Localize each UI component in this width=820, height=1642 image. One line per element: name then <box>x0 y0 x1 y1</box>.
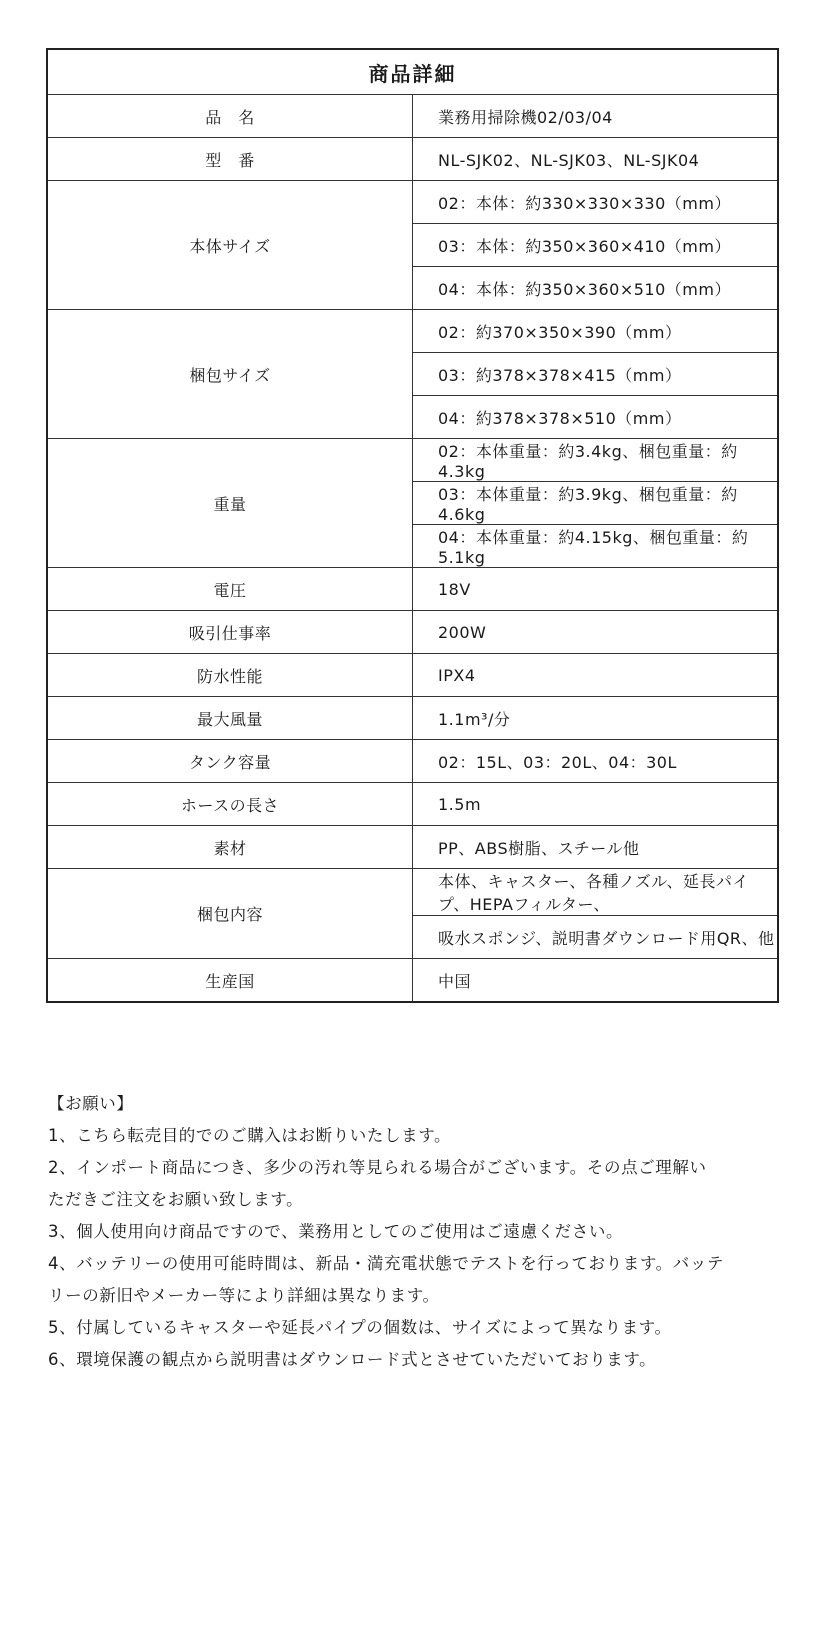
note-line: リーの新旧やメーカー等により詳細は異なります。 <box>48 1286 440 1305</box>
spec-value: 本体、キャスター、各種ノズル、延長パイプ、HEPAフィルター、 <box>413 869 779 916</box>
spec-value: PP、ABS樹脂、スチール他 <box>413 826 779 869</box>
notes-heading: 【お願い】 <box>48 1094 134 1113</box>
table-row <box>47 611 778 654</box>
spec-label: 素材 <box>47 826 413 869</box>
note-line: 3、個人使用向け商品ですので、業務用としてのご使用はご遠慮ください。 <box>48 1222 624 1241</box>
spec-value: 04：本体重量：約4.15kg、梱包重量：約5.1kg <box>413 525 779 568</box>
spec-value: 02：本体重量：約3.4kg、梱包重量：約4.3kg <box>413 439 779 482</box>
spec-value: 02：約370×350×390（mm） <box>413 310 779 353</box>
spec-label: 防水性能 <box>47 654 413 697</box>
note-line: 1、こちら転売目的でのご購入はお断りいたします。 <box>48 1126 452 1145</box>
spec-value: 業務用掃除機02/03/04 <box>413 95 779 138</box>
note-line: 5、付属しているキャスターや延長パイプの個数は、サイズによって異なります。 <box>48 1318 672 1337</box>
spec-value: IPX4 <box>413 654 779 697</box>
spec-value: 1.1m³/分 <box>413 697 779 740</box>
spec-value: 1.5m <box>413 783 779 826</box>
table-row <box>47 783 778 826</box>
table-row <box>47 439 778 482</box>
note-line: 4、バッテリーの使用可能時間は、新品・満充電状態でテストを行っております。バッテ <box>48 1254 725 1273</box>
spec-value: 200W <box>413 611 779 654</box>
spec-label: ホースの長さ <box>47 783 413 826</box>
table-row <box>47 138 778 181</box>
spec-label: 生産国 <box>47 959 413 1003</box>
spec-label: 吸引仕事率 <box>47 611 413 654</box>
spec-value: 吸水スポンジ、説明書ダウンロード用QR、他 <box>413 916 779 959</box>
spec-value: 03：本体重量：約3.9kg、梱包重量：約4.6kg <box>413 482 779 525</box>
note-line: 6、環境保護の観点から説明書はダウンロード式とさせていただいております。 <box>48 1350 657 1369</box>
table-row <box>47 310 778 353</box>
table-row <box>47 869 778 916</box>
spec-value: 03：約378×378×415（mm） <box>413 353 779 396</box>
table-title: 商品詳細 <box>47 49 778 95</box>
spec-label: 電圧 <box>47 568 413 611</box>
table-row <box>47 826 778 869</box>
spec-label: 梱包内容 <box>47 869 413 959</box>
notes-section <box>48 1088 788 1376</box>
spec-value: 18V <box>413 568 779 611</box>
spec-value: 02：15L、03：20L、04：30L <box>413 740 779 783</box>
spec-label: タンク容量 <box>47 740 413 783</box>
spec-label: 最大風量 <box>47 697 413 740</box>
spec-label: 型 番 <box>47 138 413 181</box>
table-row <box>47 697 778 740</box>
spec-label: 本体サイズ <box>47 181 413 310</box>
table-row <box>47 959 778 1003</box>
table-row <box>47 95 778 138</box>
product-detail-table <box>46 48 779 1003</box>
note-line: 2、インポート商品につき、多少の汚れ等見られる場合がございます。その点ご理解い <box>48 1158 707 1177</box>
table-row <box>47 740 778 783</box>
spec-value: NL-SJK02、NL-SJK03、NL-SJK04 <box>413 138 779 181</box>
note-line: ただきご注文をお願い致します。 <box>48 1190 304 1209</box>
spec-label: 品 名 <box>47 95 413 138</box>
spec-value: 04：約378×378×510（mm） <box>413 396 779 439</box>
spec-label: 梱包サイズ <box>47 310 413 439</box>
table-row <box>47 568 778 611</box>
spec-value: 03：本体：約350×360×410（mm） <box>413 224 779 267</box>
spec-value: 04：本体：約350×360×510（mm） <box>413 267 779 310</box>
spec-value: 02：本体：約330×330×330（mm） <box>413 181 779 224</box>
spec-label: 重量 <box>47 439 413 568</box>
spec-value: 中国 <box>413 959 779 1003</box>
table-row <box>47 181 778 224</box>
table-row <box>47 654 778 697</box>
